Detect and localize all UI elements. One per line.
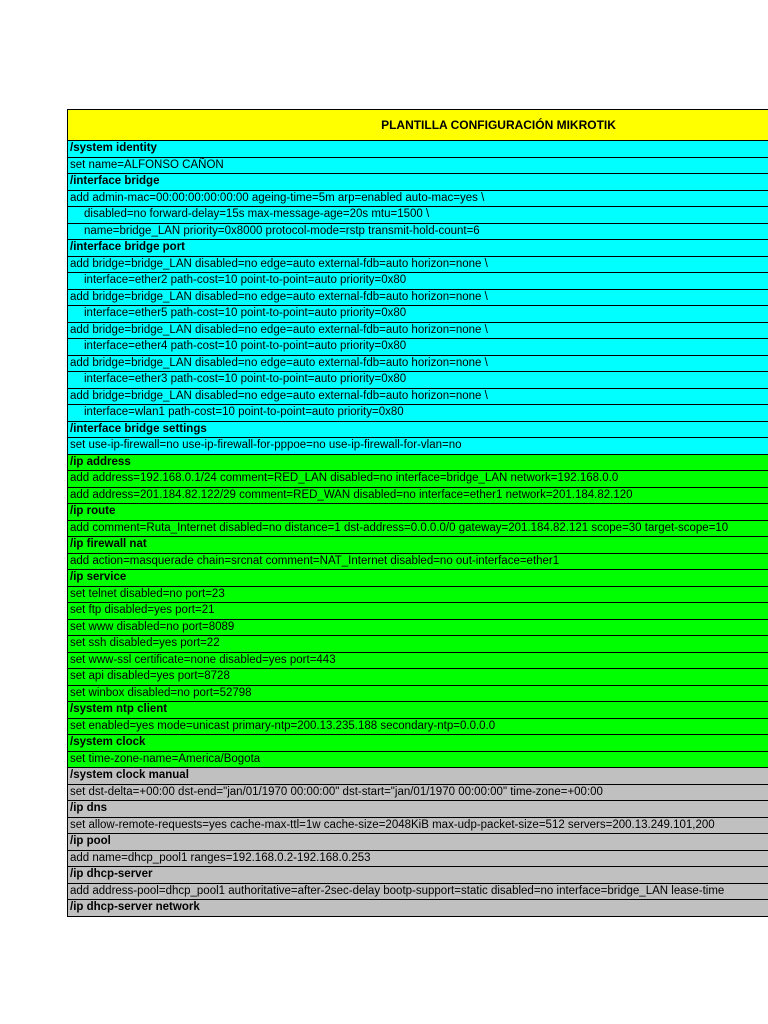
- command-row: set time-zone-name=America/Bogota: [68, 752, 768, 769]
- sheet-title: PLANTILLA CONFIGURACIÓN MIKROTIK: [68, 110, 768, 141]
- command-row: set ssh disabled=yes port=22: [68, 636, 768, 653]
- command-row: add address=201.184.82.122/29 comment=RED_WAN disabled=no interface=ether1 network=201.184.82.120: [68, 488, 768, 505]
- section-header-row: /ip dhcp-server network: [68, 900, 768, 917]
- command-row: set enabled=yes mode=unicast primary-ntp=200.13.235.188 secondary-ntp=0.0.0.0: [68, 719, 768, 736]
- command-row: set use-ip-firewall=no use-ip-firewall-for-pppoe=no use-ip-firewall-for-vlan=no: [68, 438, 768, 455]
- command-row: interface=ether3 path-cost=10 point-to-point=auto priority=0x80: [68, 372, 768, 389]
- command-row: add address=192.168.0.1/24 comment=RED_LAN disabled=no interface=bridge_LAN network=192.168.0.0: [68, 471, 768, 488]
- command-row: disabled=no forward-delay=15s max-message-age=20s mtu=1500 \: [68, 207, 768, 224]
- command-row: set www-ssl certificate=none disabled=yes port=443: [68, 653, 768, 670]
- command-row: add bridge=bridge_LAN disabled=no edge=auto external-fdb=auto horizon=none \: [68, 290, 768, 307]
- command-row: add bridge=bridge_LAN disabled=no edge=auto external-fdb=auto horizon=none \: [68, 323, 768, 340]
- command-row: add bridge=bridge_LAN disabled=no edge=auto external-fdb=auto horizon=none \: [68, 356, 768, 373]
- command-row: add bridge=bridge_LAN disabled=no edge=auto external-fdb=auto horizon=none \: [68, 257, 768, 274]
- command-row: add bridge=bridge_LAN disabled=no edge=auto external-fdb=auto horizon=none \: [68, 389, 768, 406]
- command-row: set name=ALFONSO CAÑON: [68, 158, 768, 175]
- command-row: add comment=Ruta_Internet disabled=no distance=1 dst-address=0.0.0.0/0 gateway=201.184.82.121 scope=30 target-scope=10: [68, 521, 768, 538]
- command-row: name=bridge_LAN priority=0x8000 protocol-mode=rstp transmit-hold-count=6: [68, 224, 768, 241]
- section-header-row: /ip service: [68, 570, 768, 587]
- command-row: add address-pool=dhcp_pool1 authoritative=after-2sec-delay bootp-support=static disabled=no interface=bridge_LAN lease-time: [68, 884, 768, 901]
- command-row: interface=ether5 path-cost=10 point-to-point=auto priority=0x80: [68, 306, 768, 323]
- sheet-rows: [68, 141, 768, 917]
- command-row: interface=wlan1 path-cost=10 point-to-point=auto priority=0x80: [68, 405, 768, 422]
- section-header-row: /interface bridge port: [68, 240, 768, 257]
- command-row: set allow-remote-requests=yes cache-max-ttl=1w cache-size=2048KiB max-udp-packet-size=512 servers=200.13.249.101,200: [68, 818, 768, 835]
- section-header-row: /ip dhcp-server: [68, 867, 768, 884]
- command-row: set api disabled=yes port=8728: [68, 669, 768, 686]
- section-header-row: /interface bridge: [68, 174, 768, 191]
- section-header-row: /system ntp client: [68, 702, 768, 719]
- section-header-row: /ip route: [68, 504, 768, 521]
- section-header-row: /system clock manual: [68, 768, 768, 785]
- section-header-row: /ip pool: [68, 834, 768, 851]
- command-row: set dst-delta=+00:00 dst-end="jan/01/1970 00:00:00" dst-start="jan/01/1970 00:00:00" time-zone=+00:00: [68, 785, 768, 802]
- command-row: interface=ether4 path-cost=10 point-to-point=auto priority=0x80: [68, 339, 768, 356]
- command-row: set winbox disabled=no port=52798: [68, 686, 768, 703]
- section-header-row: /interface bridge settings: [68, 422, 768, 439]
- section-header-row: /ip dns: [68, 801, 768, 818]
- command-row: add name=dhcp_pool1 ranges=192.168.0.2-192.168.0.253: [68, 851, 768, 868]
- config-spreadsheet: [67, 109, 768, 917]
- command-row: interface=ether2 path-cost=10 point-to-point=auto priority=0x80: [68, 273, 768, 290]
- command-row: set ftp disabled=yes port=21: [68, 603, 768, 620]
- section-header-row: /ip address: [68, 455, 768, 472]
- command-row: set www disabled=no port=8089: [68, 620, 768, 637]
- section-header-row: /system identity: [68, 141, 768, 158]
- command-row: add admin-mac=00:00:00:00:00:00 ageing-time=5m arp=enabled auto-mac=yes \: [68, 191, 768, 208]
- section-header-row: /ip firewall nat: [68, 537, 768, 554]
- section-header-row: /system clock: [68, 735, 768, 752]
- command-row: set telnet disabled=no port=23: [68, 587, 768, 604]
- command-row: add action=masquerade chain=srcnat comment=NAT_Internet disabled=no out-interface=ether1: [68, 554, 768, 571]
